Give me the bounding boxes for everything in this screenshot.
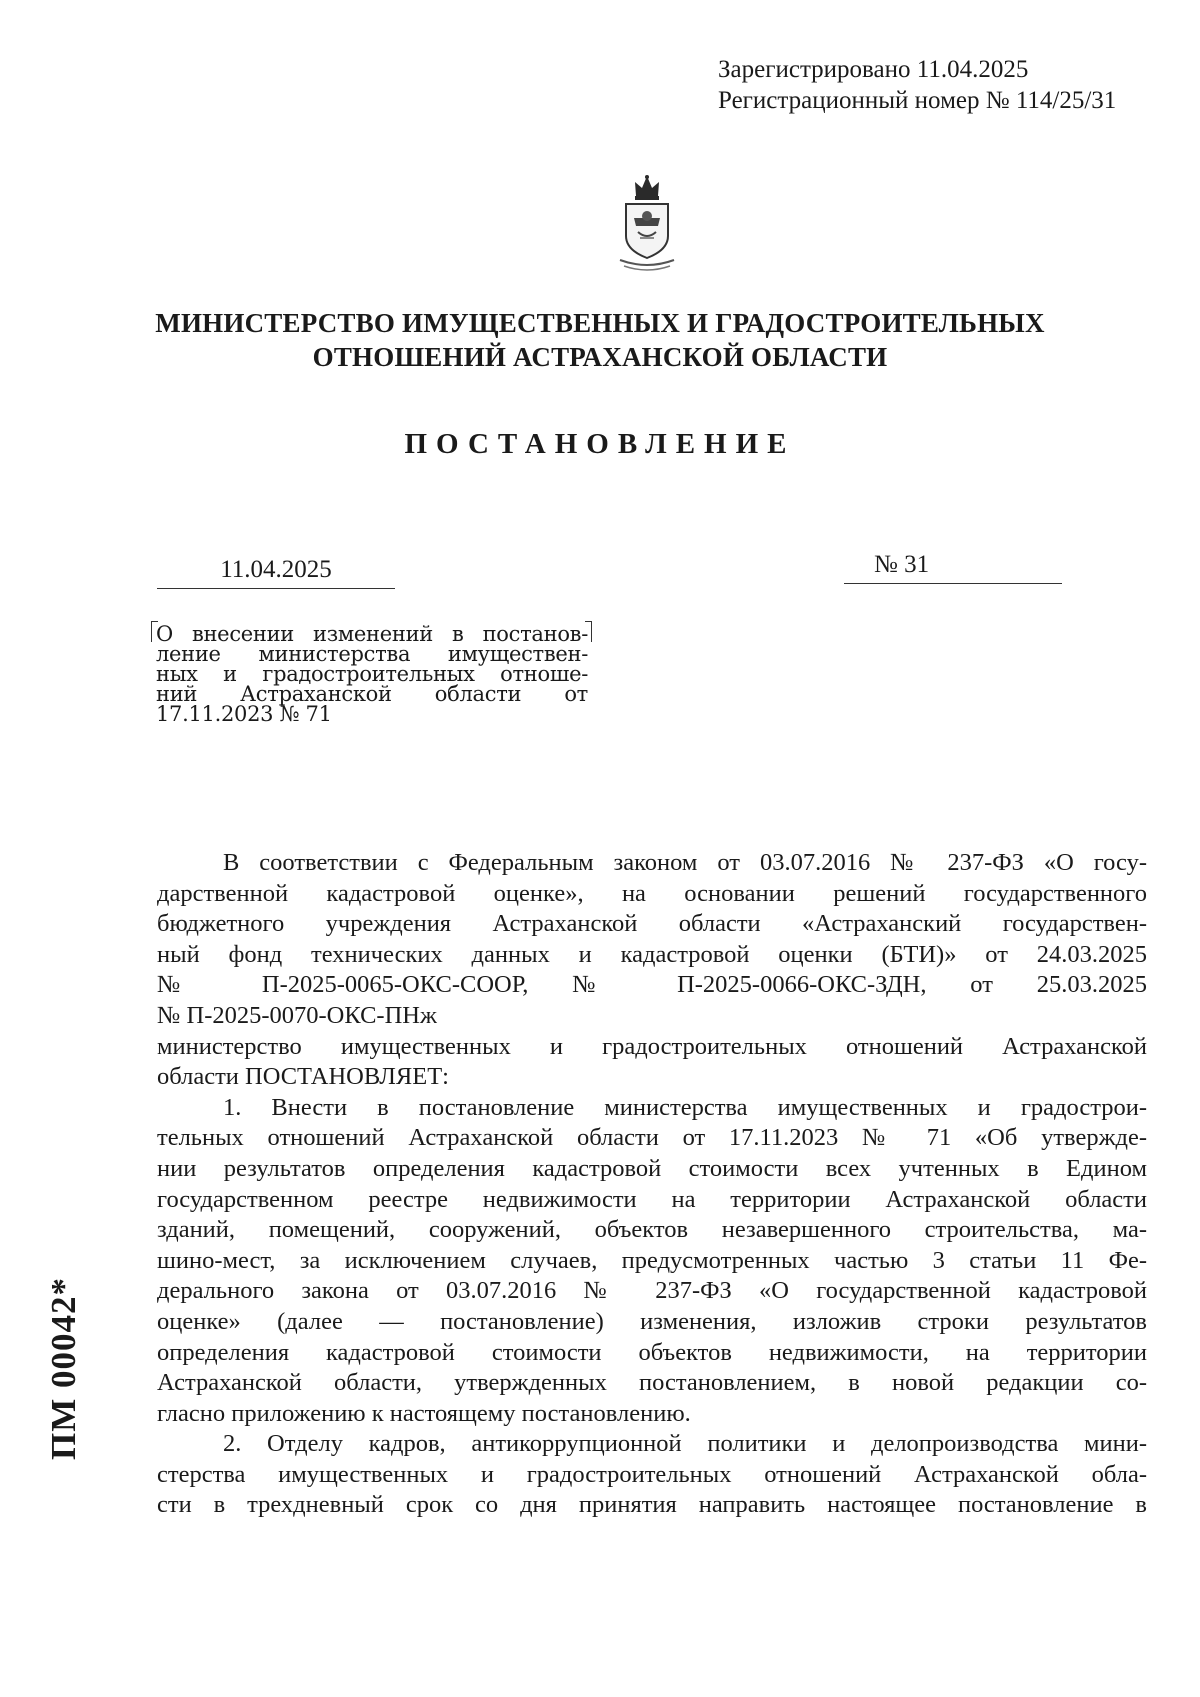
body-line: области ПОСТАНОВЛЯЕТ:	[157, 1063, 449, 1091]
body-line: министерство имущественных и градостроительных отношений Астраханской	[157, 1032, 1147, 1060]
side-stamp: ПМ 00042*	[44, 1276, 83, 1460]
document-number-field	[844, 551, 1062, 584]
body-line: ный фонд технических данных и кадастровой оценки (БТИ)» от 24.03.2025	[157, 940, 1147, 968]
body-line: дерального закона от 03.07.2016 № 237-ФЗ «О государственной кадастровой	[157, 1277, 1147, 1305]
ministry-title	[0, 306, 1200, 374]
registration-block	[718, 54, 1116, 116]
document-body	[157, 848, 1147, 1521]
body-line: тельных отношений Астраханской области от 17.11.2023 № 71 «Об утвержде-	[157, 1124, 1147, 1152]
body-line: нии результатов определения кадастровой стоимости всех учтенных в Едином	[157, 1154, 1147, 1182]
item-1-paragraph	[157, 1093, 1147, 1430]
subject-line: ных и градостроительных отноше-	[156, 662, 588, 686]
document-number: № 31	[874, 551, 930, 578]
document-subject	[156, 624, 588, 724]
body-line: № П-2025-0070-ОКС-ПНж	[157, 1001, 437, 1029]
body-line: оценке» (далее — постановление) изменения, изложив строки результатов	[157, 1307, 1147, 1335]
ministry-title-line2: ОТНОШЕНИЙ АСТРАХАНСКОЙ ОБЛАСТИ	[312, 342, 888, 372]
body-line: 2. Отделу кадров, антикоррупционной политики и делопроизводства мини-	[223, 1430, 1147, 1458]
document-date: 11.04.2025	[157, 556, 395, 589]
registration-date: Зарегистрировано 11.04.2025	[718, 56, 1029, 83]
body-line: гласно приложению к настоящему постановлению.	[157, 1399, 691, 1427]
resolves-paragraph	[157, 1032, 1147, 1093]
coat-of-arms-emblem	[612, 174, 682, 274]
body-line: государственном реестре недвижимости на территории Астраханской области	[157, 1185, 1147, 1213]
subject-line: ний Астраханской области от	[156, 682, 588, 706]
subject-line: ление министерства имуществен-	[156, 642, 588, 666]
body-line: Астраханской области, утвержденных постановлением, в новой редакции со-	[157, 1369, 1147, 1397]
body-line: 1. Внести в постановление министерства имущественных и градострои-	[223, 1093, 1147, 1121]
body-line: № П-2025-0065-ОКС-СООР, № П-2025-0066-ОКС-ЗДН, от 25.03.2025	[157, 971, 1147, 999]
ministry-title-line1: МИНИСТЕРСТВО ИМУЩЕСТВЕННЫХ И ГРАДОСТРОИТЕЛЬНЫХ	[155, 308, 1045, 338]
body-line: стерства имущественных и градостроительных отношений Астраханской обла-	[157, 1460, 1147, 1488]
body-line: определения кадастровой стоимости объектов недвижимости, на территории	[157, 1338, 1147, 1366]
document-type: ПОСТАНОВЛЕНИЕ	[404, 428, 796, 460]
registration-number: Регистрационный номер № 114/25/31	[718, 87, 1117, 114]
item-2-paragraph	[157, 1429, 1147, 1521]
body-line: зданий, помещений, сооружений, объектов незавершенного строительства, ма-	[157, 1216, 1147, 1244]
preamble-paragraph	[157, 848, 1147, 1032]
body-line: В соответствии с Федеральным законом от 03.07.2016 № 237-ФЗ «О госу-	[223, 849, 1147, 876]
subject-line: 17.11.2023 № 71	[156, 702, 332, 726]
body-line: сти в трехдневный срок со дня принятия направить настоящее постановление в	[157, 1491, 1147, 1519]
body-line: бюджетного учреждения Астраханской области «Астраханский государствен-	[157, 910, 1147, 938]
subject-line: О внесении изменений в постанов-	[156, 622, 588, 646]
body-line: шино-мест, за исключением случаев, предусмотренных частью 3 статьи 11 Фе-	[157, 1246, 1147, 1274]
body-line: дарственной кадастровой оценке», на основании решений государственного	[157, 879, 1147, 907]
